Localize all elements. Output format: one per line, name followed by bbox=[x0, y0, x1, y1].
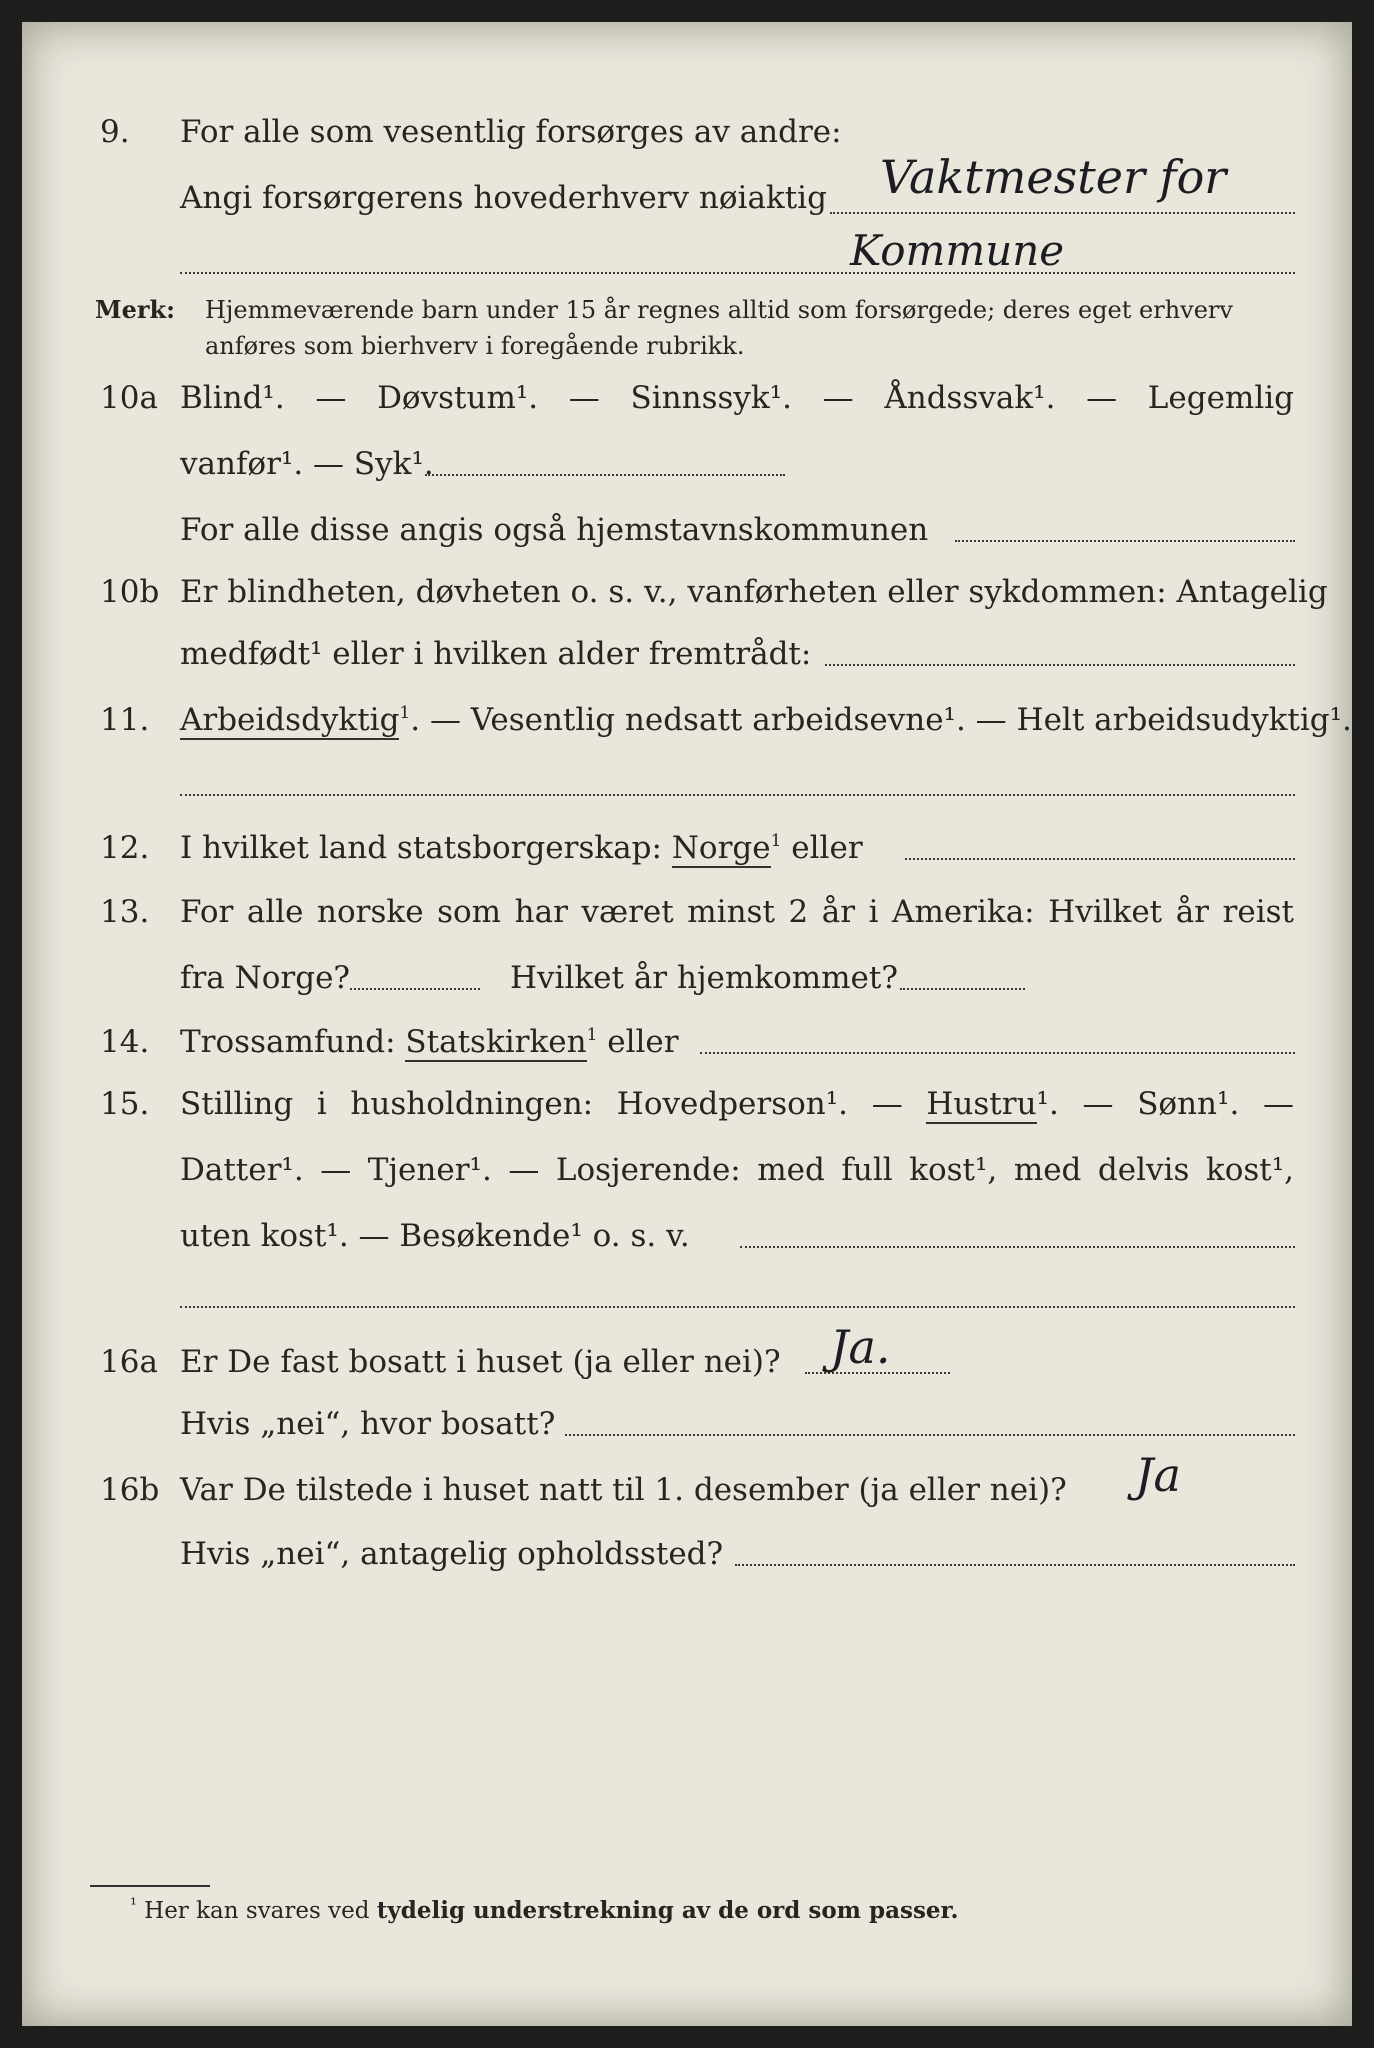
question-text: For alle som vesentlig forsørges av andre: bbox=[180, 114, 842, 150]
answer-line bbox=[825, 664, 1295, 666]
underlined-option: Statskirken bbox=[405, 1024, 587, 1060]
footnote-rule bbox=[90, 1885, 210, 1887]
question-text: Er blindheten, døvheten o. s. v., vanførheten eller sykdommen: Antagelig bbox=[180, 574, 1328, 610]
question-text: Angi forsørgerens hovederhverv nøiaktig bbox=[180, 180, 827, 216]
question-text: vanfør¹. — Syk¹. bbox=[180, 446, 434, 482]
footnote-mark: 1 bbox=[399, 703, 411, 723]
question-text bbox=[180, 1084, 1294, 1124]
handwritten-answer: Ja. bbox=[830, 1320, 891, 1374]
answer-line bbox=[735, 1564, 1295, 1566]
question-number: 16b bbox=[100, 1472, 160, 1508]
question-text bbox=[180, 1022, 1294, 1062]
underlined-option: Norge bbox=[671, 830, 771, 866]
answer-line bbox=[955, 540, 1295, 542]
answer-line bbox=[180, 794, 1295, 796]
answer-line bbox=[350, 988, 480, 990]
handwritten-answer: Ja bbox=[1135, 1448, 1181, 1502]
handwritten-answer: Vaktmester for bbox=[880, 150, 1227, 204]
question-text bbox=[180, 828, 1294, 868]
question-text: uten kost¹. — Besøkende¹ o. s. v. bbox=[180, 1218, 690, 1254]
question-text: Blind¹. — Døvstum¹. — Sinnssyk¹. — Åndssvak¹. — Legemlig bbox=[180, 380, 1294, 416]
answer-line bbox=[565, 1434, 1295, 1436]
question-number: 11. bbox=[100, 702, 150, 738]
question-number: 16a bbox=[100, 1344, 158, 1380]
answer-line bbox=[740, 1246, 1295, 1248]
question-number: 10a bbox=[100, 380, 158, 416]
question-prefix: I hvilket land statsborgerskap: bbox=[180, 830, 662, 866]
question-number: 14. bbox=[100, 1024, 150, 1060]
question-text-rest: . — Vesentlig nedsatt arbeidsevne¹. — Helt arbeidsudyktig¹. bbox=[410, 702, 1352, 738]
question-text: Hvis „nei“, hvor bosatt? bbox=[180, 1406, 556, 1442]
question-number: 10b bbox=[100, 574, 160, 610]
question-text: Hvis „nei“, antagelig opholdssted? bbox=[180, 1536, 724, 1572]
question-text bbox=[180, 700, 1352, 740]
footnote-emphasis: tydelig understrekning av de ord som passer. bbox=[376, 1897, 959, 1924]
answer-line bbox=[905, 858, 1295, 860]
footnote-text: Her kan svares ved bbox=[144, 1898, 370, 1924]
question-number: 9. bbox=[100, 114, 130, 150]
question-prefix: Trossamfund: bbox=[180, 1024, 396, 1060]
question-text: Var De tilstede i huset natt til 1. desember (ja eller nei)? bbox=[180, 1472, 1067, 1508]
question-text: For alle norske som har været minst 2 år i Amerika: Hvilket år reist bbox=[180, 894, 1294, 930]
note-text-1: Hjemmeværende barn under 15 år regnes alltid som forsørgede; deres eget erhverv bbox=[205, 296, 1233, 324]
question-text-a: Stilling i husholdningen: Hovedperson¹. — bbox=[180, 1086, 903, 1122]
note-text-2: anføres som bierhverv i foregående rubrikk. bbox=[205, 332, 745, 360]
question-text: For alle disse angis også hjemstavnskommunen bbox=[180, 512, 929, 548]
question-text: Datter¹. — Tjener¹. — Losjerende: med full kost¹, med delvis kost¹, bbox=[180, 1152, 1294, 1188]
question-text: medfødt¹ eller i hvilken alder fremtrådt: bbox=[180, 636, 812, 672]
footnote-mark: 1 bbox=[586, 1025, 598, 1045]
answer-line bbox=[425, 474, 785, 476]
handwritten-answer: Kommune bbox=[850, 226, 1065, 275]
question-number: 12. bbox=[100, 830, 150, 866]
question-number: 13. bbox=[100, 894, 150, 930]
answer-line bbox=[900, 988, 1025, 990]
note-label: Merk: bbox=[95, 295, 175, 324]
question-suffix: eller bbox=[791, 830, 863, 866]
question-text-a: fra Norge? bbox=[180, 960, 351, 996]
answer-line bbox=[700, 1052, 1295, 1054]
underlined-option: Arbeidsdyktig bbox=[180, 702, 400, 738]
question-text: Er De fast bosatt i huset (ja eller nei)? bbox=[180, 1344, 781, 1380]
footnote bbox=[130, 1895, 959, 1924]
question-text-b: ¹. — Sønn¹. — bbox=[1036, 1086, 1294, 1122]
question-text-b: Hvilket år hjemkommet? bbox=[510, 960, 898, 996]
question-suffix: eller bbox=[607, 1024, 679, 1060]
answer-line bbox=[180, 1306, 1295, 1308]
footnote-mark: ¹ bbox=[130, 1895, 137, 1915]
footnote-mark: 1 bbox=[770, 831, 782, 851]
answer-line bbox=[180, 272, 1295, 274]
underlined-option: Hustru bbox=[926, 1086, 1037, 1122]
note bbox=[95, 292, 175, 328]
question-number: 15. bbox=[100, 1086, 150, 1122]
answer-line bbox=[830, 212, 1295, 214]
